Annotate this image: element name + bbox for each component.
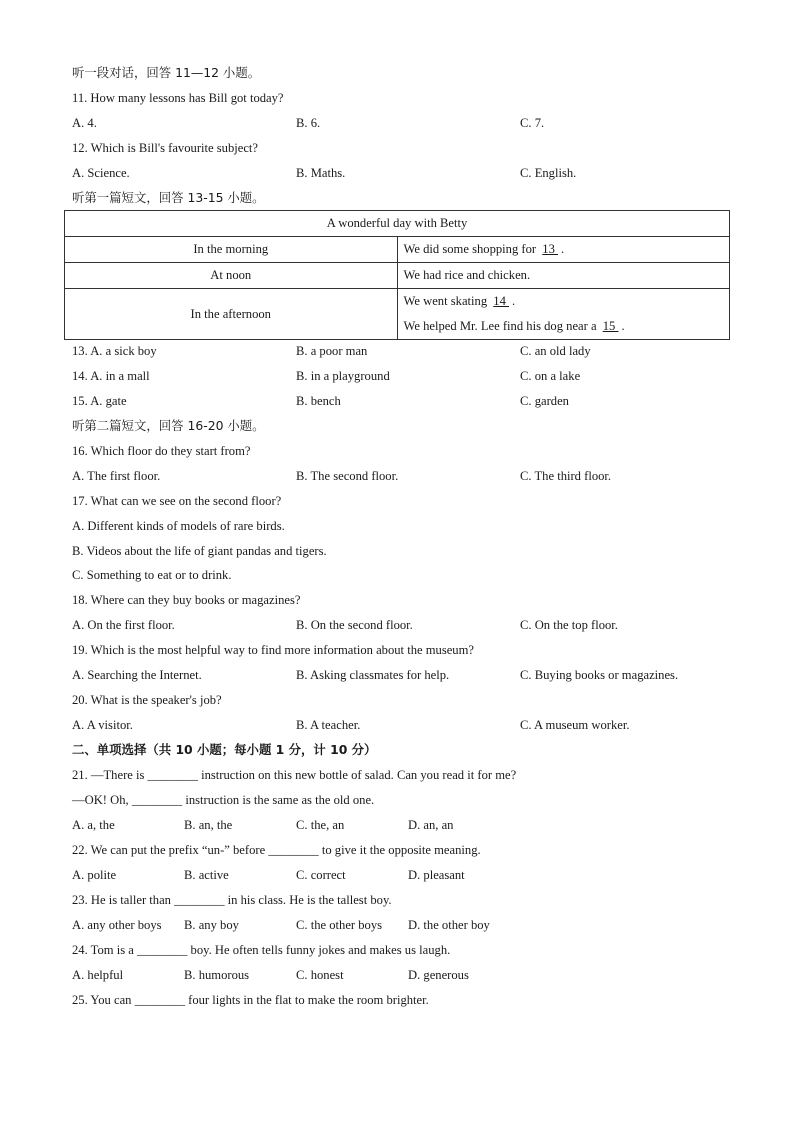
question-14-option-b: B. in a playground (296, 369, 390, 383)
question-12-option-b: B. Maths. (296, 166, 346, 180)
table-time-noon: At noon (65, 263, 398, 289)
question-21-stem-line-1: 21. —There is ________ instruction on this new bottle of salad. Can you read it for me? (72, 768, 517, 782)
question-22-option-b: B. active (184, 868, 229, 882)
story-table-title: A wonderful day with Betty (65, 211, 730, 237)
table-time-afternoon: In the afternoon (65, 289, 398, 340)
question-20-option-b: B. A teacher. (296, 718, 361, 732)
question-13-option-a: 13. A. a sick boy (72, 344, 157, 358)
question-24-option-b: B. humorous (184, 968, 250, 982)
question-15-option-b: B. bench (296, 394, 341, 408)
table-line-dog (404, 314, 724, 339)
question-13-option-b: B. a poor man (296, 344, 368, 358)
question-18-option-b: B. On the second floor. (296, 618, 413, 632)
question-21-option-b: B. an, the (184, 818, 233, 832)
question-24-option-a: A. helpful (72, 968, 124, 982)
table-activity-afternoon (397, 289, 730, 340)
question-19-stem: 19. Which is the most helpful way to find more information about the museum? (72, 643, 474, 657)
question-23-option-a: A. any other boys (72, 918, 162, 932)
table-text: We went skating (403, 294, 491, 308)
question-12-stem: 12. Which is Bill's favourite subject? (72, 141, 259, 155)
question-23-stem: 23. He is taller than ________ in his class. He is the tallest boy. (72, 893, 392, 907)
question-20-stem: 20. What is the speaker's job? (72, 693, 222, 707)
question-21-option-a: A. a, the (72, 818, 115, 832)
question-16-option-c: C. The third floor. (520, 469, 612, 483)
question-20-option-c: C. A museum worker. (520, 718, 630, 732)
question-17-stem: 17. What can we see on the second floor? (72, 494, 282, 508)
question-15-option-a: 15. A. gate (72, 394, 127, 408)
question-14-option-a: 14. A. in a mall (72, 369, 150, 383)
table-text: . (621, 319, 625, 333)
question-11-option-c: C. 7. (520, 116, 545, 130)
question-13-option-c: C. an old lady (520, 344, 591, 358)
question-25-stem: 25. You can ________ four lights in the flat to make the room brighter. (72, 993, 429, 1007)
table-activity-morning (397, 237, 730, 263)
question-24-option-c: C. honest (296, 968, 344, 982)
question-22-stem: 22. We can put the prefix “un-” before ________ to give it the opposite meaning. (72, 843, 481, 857)
section-heading-passage-1: 听第一篇短文，回答 13-15 小题。 (72, 190, 265, 205)
table-activity-noon: We had rice and chicken. (397, 263, 730, 289)
question-11-option-a: A. 4. (72, 116, 97, 130)
story-table (64, 210, 730, 340)
question-21-option-d: D. an, an (408, 818, 454, 832)
question-19-option-c: C. Buying books or magazines. (520, 668, 679, 682)
question-18-stem: 18. Where can they buy books or magazines? (72, 593, 301, 607)
question-23-option-c: C. the other boys (296, 918, 383, 932)
question-12-option-a: A. Science. (72, 166, 130, 180)
question-15-option-c: C. garden (520, 394, 569, 408)
question-22-option-d: D. pleasant (408, 868, 465, 882)
blank-15: 15 (602, 319, 619, 333)
question-24-option-d: D. generous (408, 968, 469, 982)
question-21-option-c: C. the, an (296, 818, 345, 832)
question-11-option-b: B. 6. (296, 116, 321, 130)
question-17-option-a: A. Different kinds of models of rare birds. (72, 519, 285, 533)
blank-13: 13 (542, 242, 559, 256)
table-text: We helped Mr. Lee find his dog near a (403, 319, 600, 333)
question-23-option-b: B. any boy (184, 918, 239, 932)
table-text: . (561, 242, 565, 256)
question-23-option-d: D. the other boy (408, 918, 490, 932)
section-heading-multiple-choice: 二、单项选择（共 10 小题；每小题 1 分，计 10 分） (72, 742, 377, 757)
question-22-option-a: A. polite (72, 868, 117, 882)
question-17-option-b: B. Videos about the life of giant pandas and tigers. (72, 544, 327, 558)
question-16-option-a: A. The first floor. (72, 469, 161, 483)
question-16-stem: 16. Which floor do they start from? (72, 444, 251, 458)
question-18-option-a: A. On the first floor. (72, 618, 175, 632)
question-14-option-c: C. on a lake (520, 369, 581, 383)
question-19-option-b: B. Asking classmates for help. (296, 668, 450, 682)
blank-14: 14 (493, 294, 510, 308)
question-20-option-a: A. A visitor. (72, 718, 133, 732)
question-19-option-a: A. Searching the Internet. (72, 668, 202, 682)
question-18-option-c: C. On the top floor. (520, 618, 618, 632)
table-line-skating (404, 289, 724, 314)
question-12-option-c: C. English. (520, 166, 577, 180)
table-text: We did some shopping for (403, 242, 540, 256)
table-text: . (512, 294, 516, 308)
question-21-stem-line-2: —OK! Oh, ________ instruction is the same as the old one. (72, 793, 375, 807)
question-11-stem: 11. How many lessons has Bill got today? (72, 91, 284, 105)
section-heading-dialogue: 听一段对话，回答 11—12 小题。 (72, 65, 261, 80)
table-time-morning: In the morning (65, 237, 398, 263)
question-16-option-b: B. The second floor. (296, 469, 399, 483)
question-17-option-c: C. Something to eat or to drink. (72, 568, 232, 582)
section-heading-passage-2: 听第二篇短文，回答 16-20 小题。 (72, 418, 265, 433)
question-22-option-c: C. correct (296, 868, 346, 882)
question-24-stem: 24. Tom is a ________ boy. He often tells funny jokes and makes us laugh. (72, 943, 451, 957)
